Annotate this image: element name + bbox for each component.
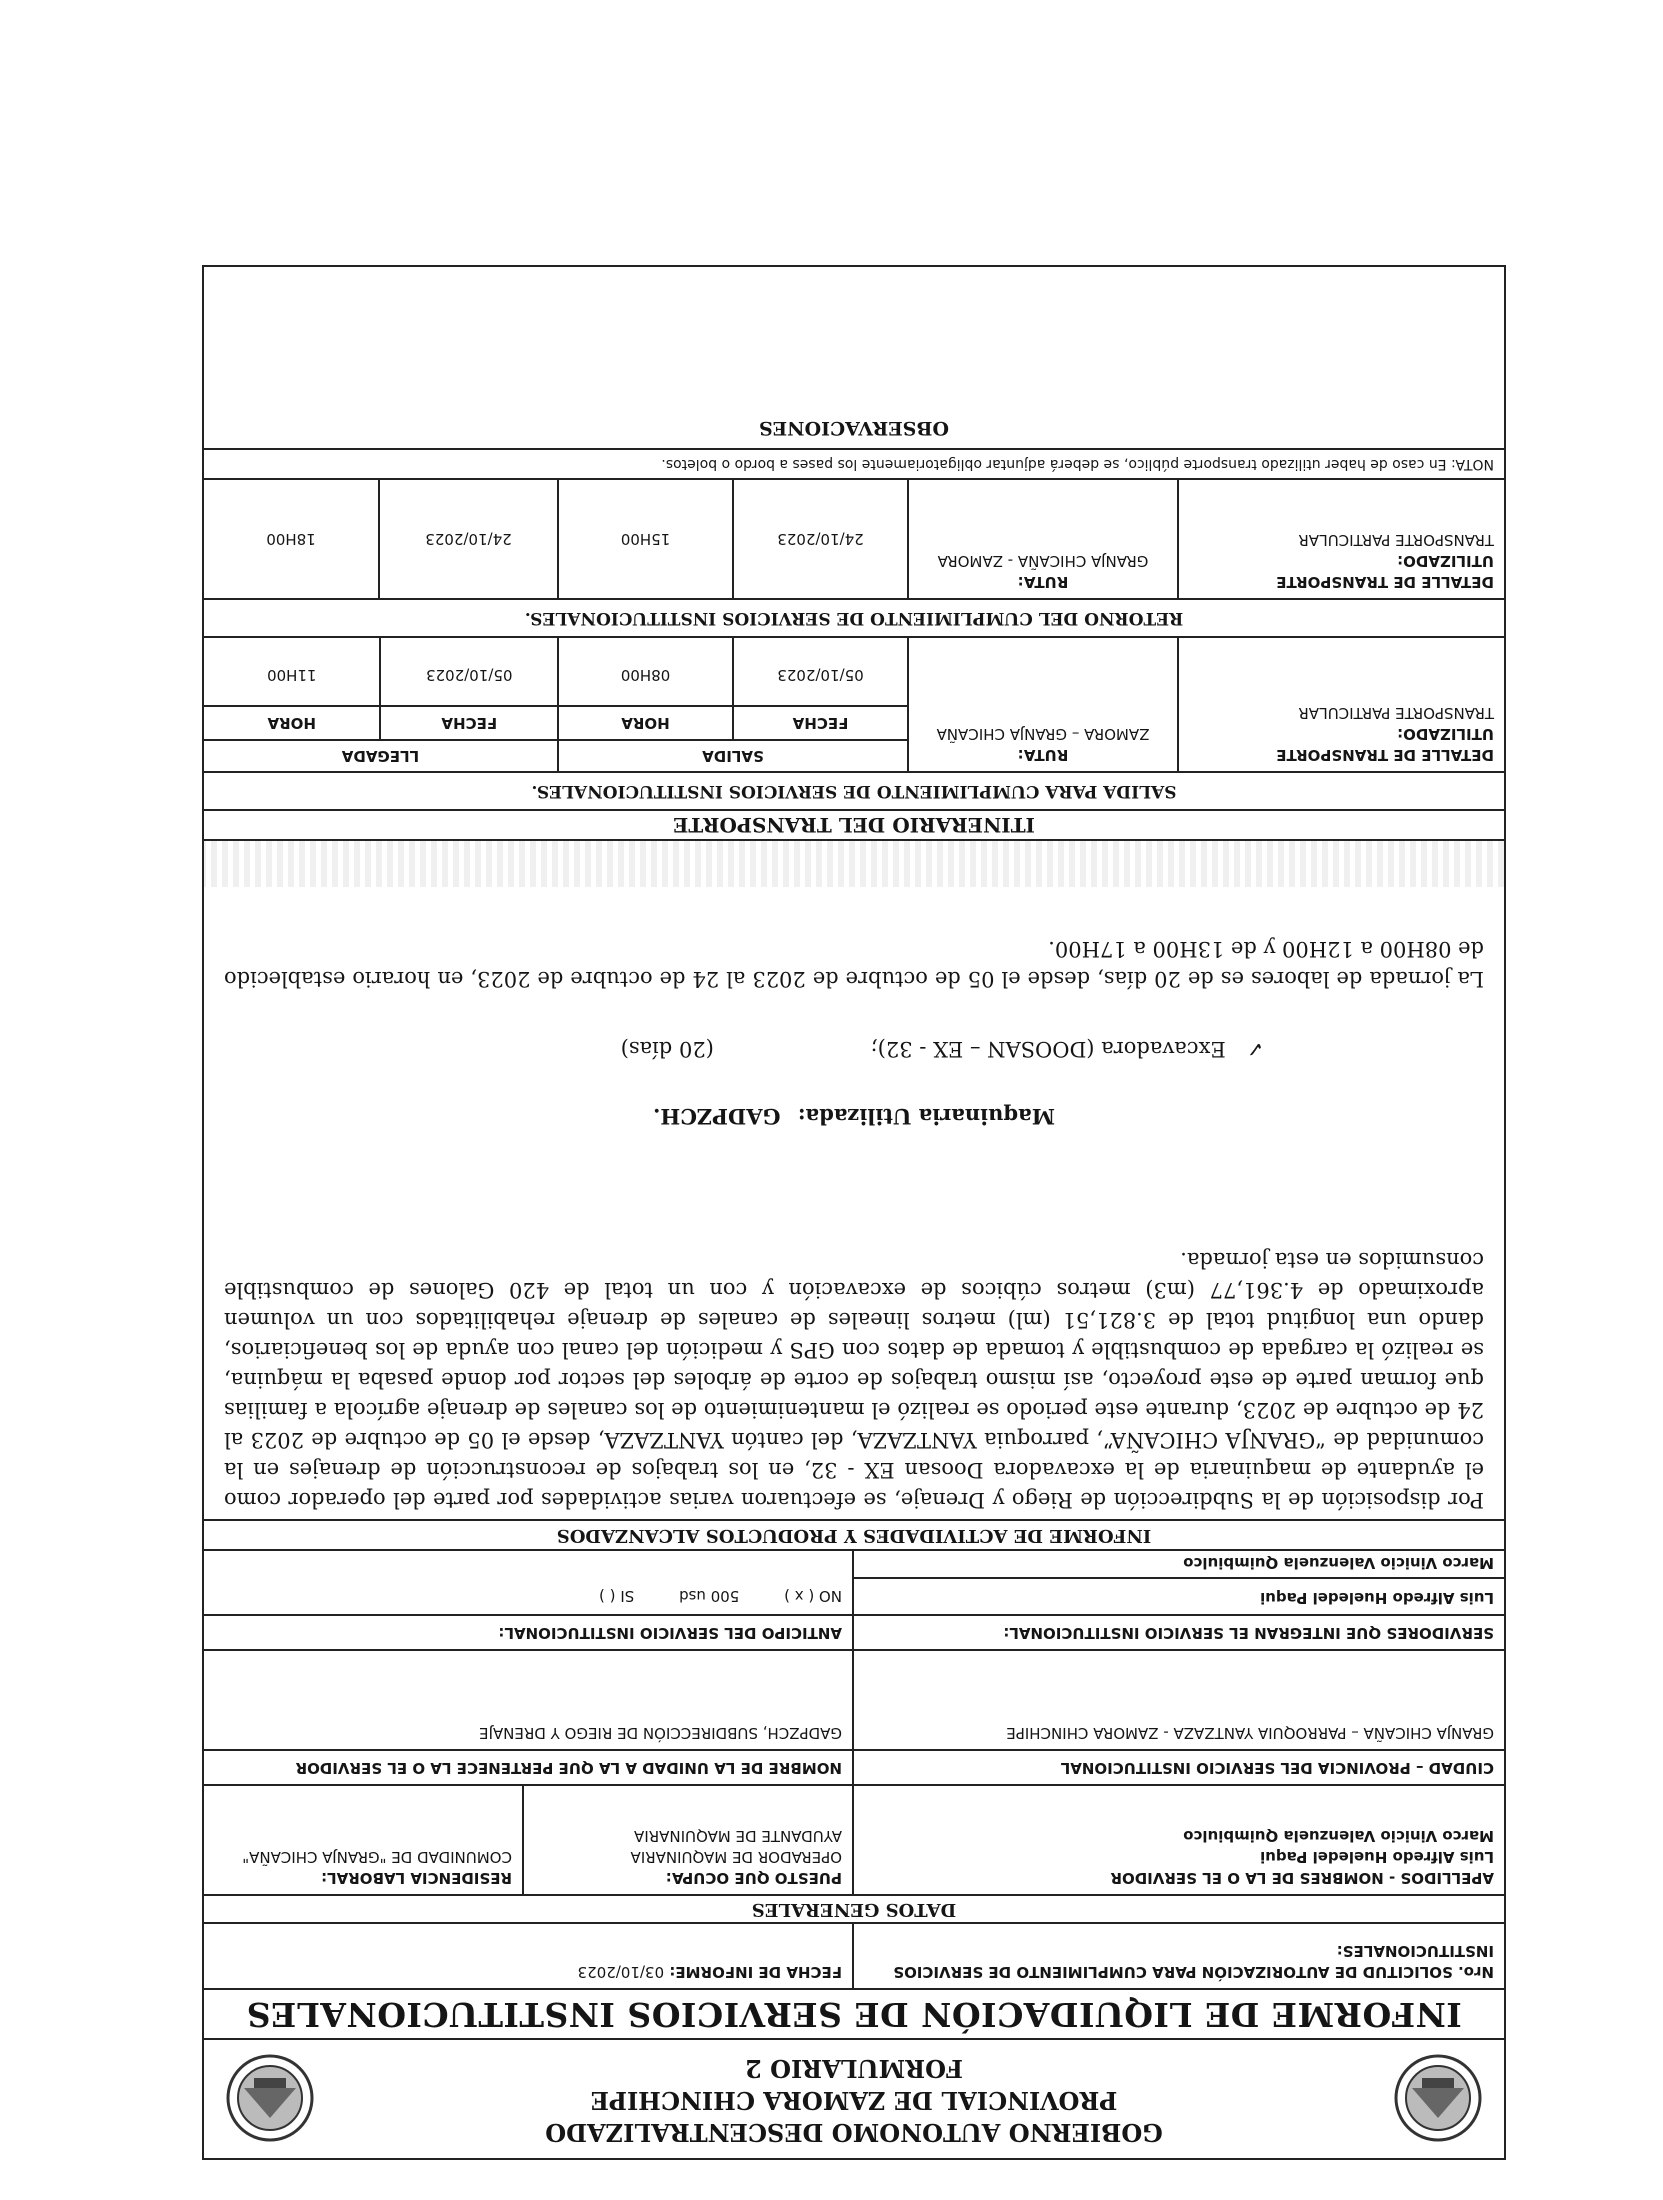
retorno-salida-hora: 15H00 bbox=[559, 480, 734, 598]
org-name-line2: PROVINCIAL DE ZAMORA CHINCHIPE bbox=[590, 2086, 1118, 2115]
anticipo-no: NO ( x ) bbox=[784, 1587, 842, 1605]
residencia-label: RESIDENCIA LABORAL: bbox=[321, 1869, 512, 1887]
salida-detalle-value: TRANSPORTE PARTICULAR bbox=[1298, 704, 1494, 722]
ciudad-label: CIUDAD – PROVINCIA DEL SERVICIO INSTITUCIONAL bbox=[854, 1749, 1504, 1784]
request-row bbox=[204, 1922, 1504, 1988]
salida-ruta-value: ZAMORA – GRANJA CHICAÑA bbox=[936, 725, 1150, 743]
provincial-seal-logo-right bbox=[224, 2052, 316, 2144]
informe-heading bbox=[204, 1519, 1504, 1549]
salida-heading bbox=[204, 771, 1504, 809]
maquinaria-line bbox=[204, 1104, 1504, 1129]
puesto-label: PUESTO QUE OCUPA: bbox=[665, 1869, 842, 1887]
report-date-value: 03/10/2023 bbox=[577, 1963, 665, 1981]
ciudad-provincia bbox=[854, 1651, 1504, 1784]
salida-group-label: SALIDA bbox=[559, 739, 907, 771]
salida-title: SALIDA PARA CUMPLIMIENTO DE SERVICIOS INSTITUCIONALES. bbox=[531, 781, 1177, 801]
itinerario-heading bbox=[204, 809, 1504, 839]
salida-detalle-label: DETALLE DE TRANSPORTE UTILIZADO: bbox=[1276, 725, 1494, 764]
salida-group bbox=[559, 638, 909, 771]
llegada-hora-label: HORA bbox=[267, 714, 316, 732]
retorno-detalle bbox=[1179, 480, 1504, 598]
checkmark-icon: ✓ bbox=[1246, 1037, 1264, 1061]
form-header bbox=[204, 2040, 1504, 2158]
retorno-llegada-fecha: 24/10/2023 bbox=[380, 480, 559, 598]
residencia-value: COMUNIDAD DE "GRANJA CHICAÑA" bbox=[242, 1848, 512, 1866]
salida-fecha-value: 05/10/2023 bbox=[732, 636, 907, 705]
servidor-name-2: Marco Vinicio Valenzuela Quimbiulco bbox=[1183, 1827, 1494, 1845]
puesto bbox=[524, 1786, 854, 1894]
form-frame bbox=[202, 265, 1506, 2160]
servidor-integrante-2: Marco Vinicio Valenzuela Quimbiulco bbox=[854, 1548, 1504, 1579]
unidad-label: NOMBRE DE LA UNIDAD A LA QUE PERTENECE LA O EL SERVIDOR bbox=[204, 1749, 852, 1784]
provincial-seal-logo bbox=[1392, 2052, 1484, 2144]
request-number-label: Nro. SOLICITUD DE AUTORIZACIÓN PARA CUMPLIMIENTO DE SERVICIOS INSTITUCIONALES: bbox=[893, 1942, 1494, 1981]
retorno-detalle-label: DETALLE DE TRANSPORTE UTILIZADO: bbox=[1276, 552, 1494, 591]
retorno-table bbox=[204, 478, 1504, 598]
servidores-row bbox=[204, 1549, 1504, 1649]
informe-paragraph: Por disposición de la Subdirección de Riego y Drenaje, se efectuaron varias actividades por parte del operador como el ayudante de maquinaria de la excavadora Doosan EX - 32, en los trabajos de reconstrucción de drenajes en la comunidad de “GRANJA CHICAÑA”, parroquia YANTZAZA, del cantón YANTZAZA, desde el 05 de octubre de 2023 al 24 de octubre de 2023, durante este periodo se realizó el mantenimiento de los canales de drenaje agrícola a familias que forman parte de este proyecto, así mismo trabajos de corte de árboles del sector por donde pasaba la máquina, se realizó la cargada de combustible y tomada de datos con GPS y medición del canal con ayuda de los beneficiarios, dando una longitud total de 3.821,51 (ml) metros lineales de canales de drenaje rehabilitados con un volumen aproximado de 4.361,77 (m3) metros cúbicos de excavación y con un total de 420 Galones de combustible consumidos en esta jornada. bbox=[224, 1248, 1484, 1512]
salida-detalle bbox=[1179, 638, 1504, 771]
maquinaria-value: GADPZCH. bbox=[653, 1104, 781, 1129]
salida-ruta bbox=[909, 638, 1179, 771]
unidad-value: GADPZCH, SUBDIRECCIÓN DE RIEGO Y DRENAJE bbox=[479, 1724, 842, 1742]
retorno-ruta-label: RUTA: bbox=[1017, 573, 1069, 591]
servidor-name-1: Luis Alfredo Hueledel Paqui bbox=[1260, 1848, 1494, 1866]
informe-title: INFORME DE ACTIVIDADES Y PRODUCTOS ALCANZADOS bbox=[556, 1525, 1152, 1546]
retorno-ruta-value: GRANJA CHICAÑA - ZAMORA bbox=[937, 552, 1149, 570]
llegada-group bbox=[204, 638, 559, 771]
nota-row bbox=[204, 448, 1504, 478]
salida-table bbox=[204, 636, 1504, 771]
informe-body bbox=[204, 839, 1504, 1519]
residencia bbox=[204, 1786, 524, 1894]
servidor-names-label: APELLIDOS - NOMBRES DE LA O EL SERVIDOR bbox=[1110, 1869, 1494, 1887]
ubicacion-row bbox=[204, 1649, 1504, 1784]
llegada-hora-value: 11H00 bbox=[267, 666, 317, 684]
retorno-detalle-value: TRANSPORTE PARTICULAR bbox=[1298, 531, 1494, 549]
report-title: INFORME DE LIQUIDACIÓN DE SERVICIOS INSTITUCIONALES bbox=[204, 1988, 1504, 2040]
nota-text: NOTA: En caso de haber utilizado transporte público, se deberá adjuntar obligatoriamente los pases a bordo o boletos. bbox=[661, 456, 1494, 472]
datos-generales-title: DATOS GENERALES bbox=[751, 1899, 957, 1920]
datos-generales-row bbox=[204, 1784, 1504, 1894]
anticipo-label: ANTICIPO DEL SERVICIO INSTITUCIONAL: bbox=[204, 1614, 852, 1649]
retorno-ruta bbox=[909, 480, 1179, 598]
anticipo-si: SI ( ) bbox=[599, 1587, 635, 1605]
salida-ruta-label: RUTA: bbox=[1017, 746, 1069, 764]
retorno-llegada-hora: 18H00 bbox=[204, 480, 380, 598]
anticipo-amount: 500 usd bbox=[679, 1587, 740, 1605]
servidores-integrantes bbox=[854, 1551, 1504, 1649]
machine-item bbox=[224, 1037, 1264, 1061]
llegada-group-label: LLEGADA bbox=[204, 739, 557, 771]
report-date bbox=[204, 1924, 854, 1988]
report-date-label: FECHA DE INFORME: bbox=[669, 1963, 842, 1981]
servidor-names bbox=[854, 1786, 1504, 1894]
machine-item-name: Excavadora (DOOSAN – EX - 32); bbox=[870, 1037, 1226, 1061]
observaciones-heading bbox=[204, 408, 1504, 448]
salida-fecha-label: FECHA bbox=[732, 707, 907, 739]
ciudad-value: GRANJA CHICAÑA – PARROQUIA YANTZAZA - ZAMORA CHINCHIPE bbox=[1006, 1724, 1494, 1742]
maquinaria-label: Maquinaria Utilizada: bbox=[797, 1104, 1055, 1129]
puesto-2: AYUDANTE DE MAQUINARIA bbox=[634, 1827, 842, 1845]
observaciones-title: OBSERVACIONES bbox=[758, 417, 950, 439]
form-name: FORMULARIO 2 bbox=[745, 2054, 964, 2083]
llegada-fecha-label: FECHA bbox=[380, 707, 558, 739]
org-name-line1: GOBIERNO AUTONOMO DESCENTRALIZADO bbox=[545, 2118, 1163, 2147]
anticipo bbox=[204, 1551, 854, 1649]
faded-text-band bbox=[204, 841, 1504, 887]
itinerario-title: ITINERARIO DEL TRANSPORTE bbox=[673, 813, 1035, 837]
retorno-salida-fecha: 24/10/2023 bbox=[734, 480, 909, 598]
servidores-label: SERVIDORES QUE INTEGRAN EL SERVICIO INSTITUCIONAL: bbox=[854, 1614, 1504, 1649]
unidad bbox=[204, 1651, 854, 1784]
llegada-fecha-value: 05/10/2023 bbox=[380, 636, 558, 705]
retorno-title: RETORNO DEL CUMPLIMIENTO DE SERVICIOS INSTITUCIONALES. bbox=[524, 608, 1184, 628]
puesto-1: OPERADOR DE MAQUINARIA bbox=[630, 1848, 842, 1866]
salida-hora-value: 08H00 bbox=[620, 666, 671, 684]
servidor-integrante-1: Luis Alfredo Hueledel Paqui bbox=[1260, 1589, 1494, 1607]
salida-hora-label: HORA bbox=[621, 714, 670, 732]
retorno-heading bbox=[204, 598, 1504, 636]
datos-generales-heading bbox=[204, 1894, 1504, 1922]
machine-item-days: (20 días) bbox=[620, 1037, 714, 1061]
jornada-text: La jornada de labores es de 20 días, desde el 05 de octubre de 2023 al 24 de octubre de 2023, en horario establecido de 08H00 a 12H00 y de 13H00 a 17H00. bbox=[224, 937, 1484, 991]
